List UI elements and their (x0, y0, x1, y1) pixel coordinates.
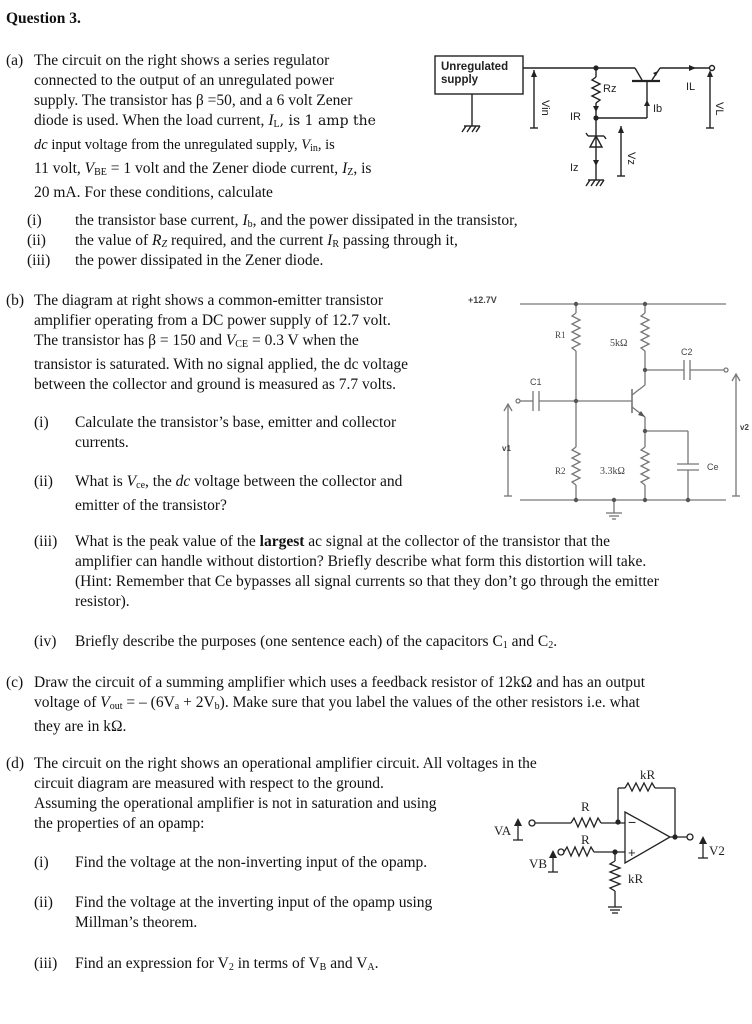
v2-label: V2 (709, 843, 725, 858)
va-label: VA (494, 823, 512, 838)
part-a-line: supply. The transistor has β =50, and a 6 volt Zener (34, 92, 353, 109)
supply-label: +12.7V (468, 295, 497, 305)
part-a-label: (a) (6, 52, 24, 69)
series-regulator-diagram (420, 40, 752, 200)
inverting-sign: − (628, 814, 637, 830)
part-a-line: The circuit on the right shows a series regulator (34, 52, 330, 69)
part-a-line: connected to the output of an unregulated power (34, 72, 334, 89)
r1-label: R1 (555, 330, 566, 340)
unregulated-label-1: Unregulated (441, 61, 509, 73)
vl-label: VL (713, 102, 725, 116)
kr-feedback-label: kR (640, 767, 656, 782)
r-top-label: R (581, 799, 590, 814)
part-b-label: (b) (6, 292, 25, 309)
ib-label: Ib (653, 103, 663, 115)
ir-label: IR (570, 111, 581, 123)
part-d-text: The circuit on the right shows an operational amplifier circuit. All voltages in the circuit diagram are measured with respect to the ground. Assuming the operational amplifier is not in saturation and using the properties of an opamp: (34, 755, 537, 832)
v2-label: v2 (740, 423, 749, 432)
re-label: 3.3kΩ (600, 466, 625, 477)
part-d-label: (d) (6, 755, 25, 772)
common-emitter-diagram (460, 285, 752, 530)
part-b-line: amplifier operating from a DC power supply of 12.7 volt. (34, 312, 391, 329)
rz-label: Rz (603, 83, 617, 95)
part-b-text (34, 291, 408, 395)
il-label: IL (686, 81, 696, 93)
part-c-label: (c) (6, 674, 24, 691)
part-a-line: 11 volt, $V_{BE} = 1$ volt and the Zener diode current, $I_Z$, is (34, 160, 372, 178)
rc-label: 5kΩ (610, 338, 628, 349)
r-bottom-label: R (581, 832, 590, 847)
vin-label: Vin (539, 100, 551, 116)
part-a-line: dc input voltage from the unregulated supply, $V_{in}$, is (34, 137, 335, 154)
part-c-text: Draw the circuit of a summing amplifier which uses a feedback resistor of 12kΩ and has an output voltage of $V_{out}$ = – $(6V_a + 2V_b)$. Make sure that you label the values of the other resistors i.e. what they are in kΩ. (34, 674, 646, 735)
part-b-line: The diagram at right shows a common-emitter transistor (34, 292, 384, 309)
opamp-diagram (485, 755, 752, 925)
vb-label: VB (529, 856, 548, 871)
noninverting-sign: + (628, 845, 636, 860)
part-b-line: between the collector and ground is measured as 7.7 volts. (34, 376, 396, 393)
ce-label: Ce (707, 462, 719, 472)
r2-label: R2 (555, 466, 566, 476)
part-a-line: 20 mA. For these conditions, calculate (34, 184, 273, 201)
question-title: Question 3. (6, 10, 81, 27)
kr-ground-label: kR (628, 871, 644, 886)
part-a-text (34, 51, 376, 203)
c2-label: C2 (681, 347, 693, 357)
unregulated-label-2: supply (441, 74, 479, 86)
part-a-line: diode is used. When the load current, $I_L$, is 1 amp the (34, 112, 376, 130)
iz-label: Iz (570, 162, 579, 174)
c1-label: C1 (530, 377, 542, 387)
part-b-line: The transistor has β = 150 and $V_{CE} = 0.3$ V when the (34, 332, 359, 350)
part-b-line: transistor is saturated. With no signal applied, the dc voltage (34, 356, 409, 373)
v1-label: v1 (502, 444, 511, 453)
vz-label: Vz (625, 152, 637, 165)
